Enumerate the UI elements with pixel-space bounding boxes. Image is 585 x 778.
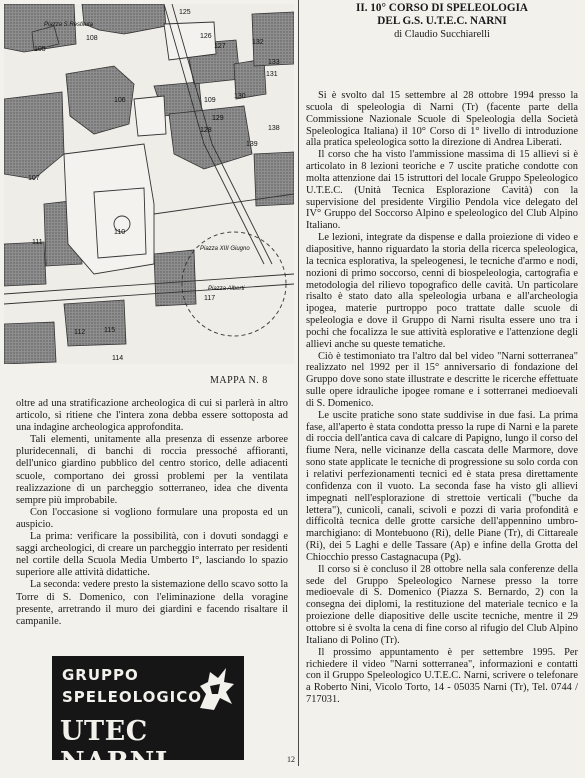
title-line-2: DEL G.S. U.T.E.C. NARNI bbox=[377, 14, 507, 27]
map-number: 131 bbox=[266, 71, 278, 78]
paragraph: Ciò è testimoniato tra l'altro dal bel video "Narni sotterranea" realizzato nel 1992 per il 15° anniversario di fondazione del Gruppo dove sono state illustrate e descritte le ricerche effettuate sulle opere idrauliche ipogee romane e i sotterranei medioevali di S. Domenico. bbox=[306, 350, 578, 409]
street-label: Piazza Alberti bbox=[208, 286, 245, 292]
article-body bbox=[306, 90, 578, 706]
left-column-text bbox=[16, 398, 288, 628]
logo-line-3: UTEC NARNI bbox=[60, 716, 168, 778]
logo-line-2: SPELEOLOGICO bbox=[62, 688, 203, 706]
map-caption: MAPPA N. 8 bbox=[210, 375, 268, 386]
map-number: 125 bbox=[179, 9, 191, 16]
map-number: 133 bbox=[268, 59, 280, 66]
article-author: di Claudio Succhiarelli bbox=[394, 29, 490, 40]
paragraph: Le uscite pratiche sono state suddivise in due fasi. La prima fase, all'aperto è stata condotta presso la rupe di Narni e la parete di roccia dell'antica cava di calcare di Papigno, lungo il corso del fiume Nera, nelle vicinanze della cascata delle Marmore, dove sono state applicate le tecniche di progressione su solo corda con i relativi perfezionamenti tecnici ed è stata presa direttamente confidenza con il vuoto. La seconda fase ha visto gli allievi impegnati nell'esplorazione di strettoie verticali ("buche da lettera"), cunicoli, canali, scivoli e pozzi di varia profondità e difficoltà tecnica delle grotte carsiche dell'appennino umbro-marchigiano: di Montebuono (Ri), delle Piane (Tr), di Cittareale (Ri), dei 5 Laghi e delle Tassare (Ap) e infine della Grotta del Chiocchio presso Castagnacupa (Pg). bbox=[306, 409, 578, 563]
column-divider bbox=[298, 0, 299, 766]
group-logo bbox=[52, 656, 244, 778]
map-number: 132 bbox=[252, 39, 264, 46]
paragraph: oltre ad una stratificazione archeologica di cui si parlerà in altro articolo, si ritiene che l'intera zona debba essere sottoposta ad una indagine archeologica approfondita. bbox=[16, 398, 288, 434]
paragraph: Il corso che ha visto l'ammissione massima di 15 allievi si è articolato in 8 lezioni teoriche e 7 uscite pratiche condotte con molta attenzione dai 15 istruttori del locale Gruppo Speleologico U.T.E.C. (Unità Tecnica Esplorazione Cavità) con la supervisione del presidente Virgilio Pendola vice delegato del IV° Gruppo del Soccorso Alpino e speleologico del Club Alpino Italiano. bbox=[306, 149, 578, 232]
paragraph: Il prossimo appuntamento è per settembre 1995. Per richiedere il video "Narni sotterranea", informazioni e contatti con il Gruppo Speleologico U.T.E.C. Narni, scrivere o telefonare a Roberto Nini, Vicolo Torto, 14 - 05035 Narni (Tr), Tel. 0744 / 717031. bbox=[306, 646, 578, 706]
city-map bbox=[4, 4, 294, 364]
street-label: Piazza XIII Giugno bbox=[200, 246, 250, 252]
paragraph: La prima: verificare la possibilità, con i dovuti sondaggi e saggi archeologici, di creare un parcheggio interrato per residenti nel cortile della Scuola Media Umberto I°, lasciando lo spazio superiore alle attività didattiche. bbox=[16, 531, 288, 579]
map-number: 111 bbox=[32, 239, 43, 246]
map-number: 107 bbox=[28, 175, 40, 182]
map-number: 138 bbox=[268, 125, 280, 132]
map-number: 114 bbox=[112, 355, 124, 362]
map-number: 105 bbox=[34, 46, 46, 53]
map-number: 112 bbox=[74, 329, 86, 336]
title-line-1: II. 10° CORSO DI SPELEOLOGIA bbox=[355, 2, 528, 14]
street-label: Piazza S.Restituta bbox=[44, 22, 94, 28]
map-number: 128 bbox=[200, 127, 212, 134]
paragraph: Con l'occasione si vogliono formulare una proposta ed un auspicio. bbox=[16, 506, 288, 530]
paragraph: Tali elementi, unitamente alla presenza di essenze arboree pluridecennali, di banchi di roccia pressoché affioranti, dell'unico giardino pubblico del centro storico, delle adiacenti scuole, comportano dei grossi problemi per la ventilata realizzazione di un parcheggio sotterraneo, idea che diventa sempre più improbabile. bbox=[16, 434, 288, 506]
paragraph: Si è svolto dal 15 settembre al 28 ottobre 1994 presso la scuola di speleologia di Narni (Tr) (facente parte della Commissione Nazionale Scuole di Speleologia della Società Speleologica Italiana) il 10° Corso di 1° livello di introduzione alla pratica speleologica sotto la direzione di Andrea Liberati. bbox=[306, 90, 578, 149]
article-title bbox=[306, 2, 578, 27]
paragraph: Il corso si è concluso il 28 ottobre nella sala conferenze della sede del Gruppo Speleologico Narnese presso la torre medioevale di S. Domenico (Piazza S. Bernardo, 2) con la consegna dei diplomi, la restituzione del materiale tecnico e la proiezione delle diapositive delle uscite tecniche, mentre il 29 ottobre si è svolta la cena di fine corso al rifugio del Club Alpino Italiano di Polino (Tr). bbox=[306, 563, 578, 646]
map-number: 117 bbox=[204, 295, 216, 302]
paragraph: La seconda: vedere presto la sistemazione dello scavo sotto la Torre di S. Domenico, con l'eliminazione della voragine presente, arretrando il muro dei giardini e facendo risaltare il campanile. bbox=[16, 579, 288, 627]
map-number: 115 bbox=[104, 327, 116, 334]
map-number: 126 bbox=[200, 33, 212, 40]
map-number: 110 bbox=[114, 229, 126, 236]
griffin-icon bbox=[192, 664, 238, 714]
map-drawing bbox=[4, 4, 294, 364]
map-number: 108 bbox=[86, 35, 98, 42]
logo-line-1: GRUPPO bbox=[62, 666, 139, 684]
page-number: 12 bbox=[287, 755, 295, 764]
map-number: 109 bbox=[204, 97, 216, 104]
paragraph: Le lezioni, integrate da dispense e dalla proiezione di video e diapositive, hanno riguardato la storia della ricerca speleologica, la tecnica esplorativa, la speleogenesi, le tecniche d'armo e nodi, nozioni di primo soccorso, cenni di biospeleologia, cartografia e metodologia del rilievo topografico delle cavità. Un particolare risalto è stato dato alla speleologia urbana e all'archeologia ipogea, materie purtroppo poco trattate dalle scuole di speleologia e dove il Gruppo di Narni risulta essere uno tra i pochi che focalizza le sue attività esplorative e l'attenzione degli allievi anche su queste tematiche. bbox=[306, 232, 578, 350]
map-number: 130 bbox=[234, 93, 246, 100]
map-number: 129 bbox=[212, 115, 224, 122]
map-number: 139 bbox=[246, 141, 258, 148]
map-number: 127 bbox=[214, 43, 226, 50]
map-number: 106 bbox=[114, 97, 126, 104]
